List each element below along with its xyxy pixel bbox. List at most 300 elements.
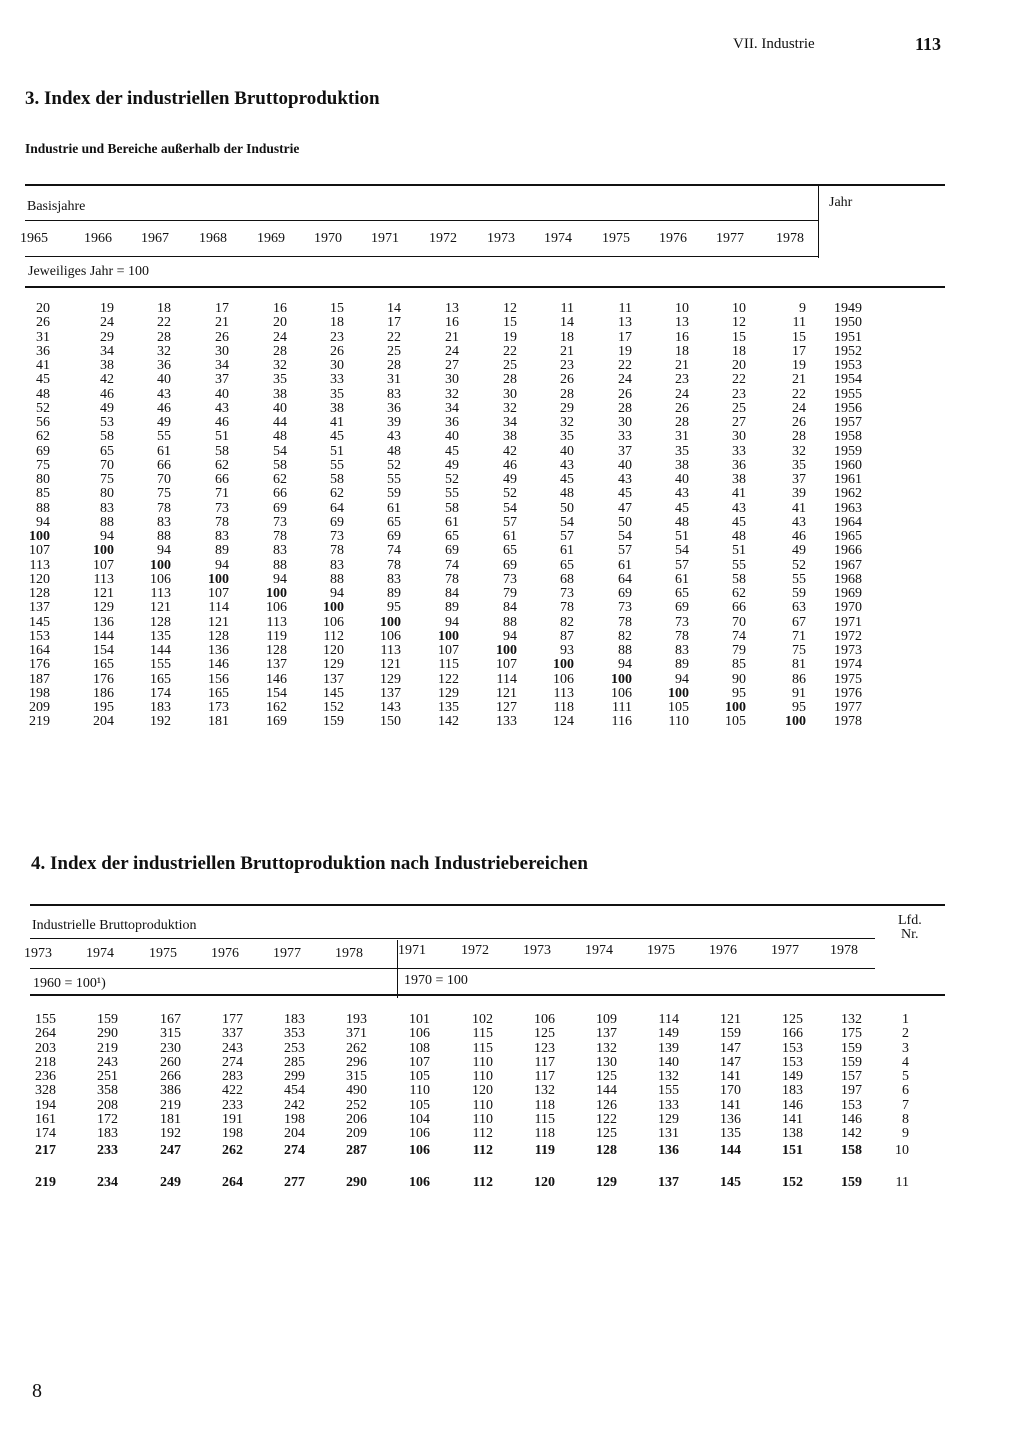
index-value: 105 [409, 1069, 430, 1084]
index-value: 30 [503, 386, 517, 402]
index-value: 106 [266, 600, 287, 616]
index-value: 88 [100, 514, 114, 530]
index-value: 61 [675, 571, 689, 587]
index-value: 107 [29, 543, 50, 559]
index-value: 90 [732, 671, 746, 687]
index-value: 140 [658, 1055, 679, 1070]
index-value: 65 [100, 443, 114, 459]
index-value: 100 [496, 643, 517, 658]
index-value: 137 [323, 671, 344, 687]
index-value: 108 [409, 1041, 430, 1056]
index-value: 41 [792, 500, 806, 516]
index-value: 100 [208, 571, 229, 587]
index-value: 36 [157, 358, 171, 373]
index-value: 198 [284, 1112, 305, 1127]
index-value: 146 [266, 671, 287, 687]
index-value: 106 [611, 685, 632, 701]
index-value: 136 [720, 1112, 741, 1127]
table4-row [0, 1112, 1024, 1127]
row-year: 1950 [834, 315, 862, 331]
index-value: 132 [534, 1083, 555, 1098]
index-value: 262 [222, 1143, 243, 1158]
index-value: 40 [445, 429, 459, 445]
index-value: 173 [208, 700, 229, 715]
index-value: 287 [346, 1143, 367, 1158]
row-year: 1973 [834, 643, 862, 658]
index-value: 34 [100, 343, 114, 359]
index-value: 28 [273, 343, 287, 359]
index-value: 17 [618, 329, 632, 345]
row-year: 1967 [834, 557, 862, 573]
index-value: 88 [273, 557, 287, 573]
table3-row [0, 459, 1024, 473]
index-value: 147 [720, 1041, 741, 1056]
index-value: 296 [346, 1055, 367, 1070]
index-value: 101 [409, 1012, 430, 1027]
index-value: 125 [782, 1012, 803, 1027]
index-value: 14 [387, 301, 401, 316]
table3-row [0, 573, 1024, 587]
index-value: 315 [160, 1026, 181, 1041]
index-value: 30 [618, 415, 632, 430]
index-value: 37 [618, 443, 632, 459]
index-value: 78 [273, 529, 287, 544]
index-value: 129 [323, 657, 344, 673]
index-value: 23 [732, 386, 746, 402]
index-value: 206 [346, 1112, 367, 1127]
index-value: 78 [330, 543, 344, 559]
index-value: 156 [208, 671, 229, 687]
index-value: 274 [284, 1143, 305, 1158]
lfd-number: 8 [902, 1112, 909, 1127]
index-value: 155 [150, 657, 171, 673]
index-value: 38 [732, 472, 746, 487]
index-value: 159 [841, 1041, 862, 1056]
index-value: 22 [792, 386, 806, 402]
table3-row [0, 687, 1024, 701]
index-value: 177 [222, 1012, 243, 1027]
index-value: 13 [618, 315, 632, 331]
index-value: 118 [553, 700, 574, 715]
index-value: 38 [100, 358, 114, 373]
index-value: 83 [675, 643, 689, 658]
table4-head-bottom-rule [30, 994, 945, 996]
index-value: 121 [93, 586, 114, 601]
index-value: 78 [157, 500, 171, 516]
index-value: 40 [618, 457, 632, 473]
index-value: 42 [503, 443, 517, 459]
index-value: 68 [560, 571, 574, 587]
index-value: 94 [503, 628, 517, 644]
table3-row [0, 502, 1024, 516]
index-value: 112 [472, 1175, 493, 1190]
index-value: 27 [732, 415, 746, 430]
index-value: 230 [160, 1041, 181, 1056]
index-value: 106 [553, 671, 574, 687]
index-value: 144 [720, 1143, 741, 1158]
index-value: 65 [387, 514, 401, 530]
index-value: 73 [330, 529, 344, 544]
index-value: 264 [222, 1175, 243, 1190]
index-value: 88 [618, 643, 632, 658]
index-value: 157 [841, 1069, 862, 1084]
index-value: 24 [100, 315, 114, 331]
index-value: 174 [150, 685, 171, 701]
index-value: 100 [785, 714, 806, 730]
index-value: 28 [618, 400, 632, 416]
index-value: 107 [496, 657, 517, 673]
table4-group-label: Industrielle Bruttoproduktion [32, 918, 197, 933]
index-value: 51 [330, 443, 344, 459]
table3-row [0, 473, 1024, 487]
index-value: 328 [35, 1083, 56, 1098]
index-value: 43 [157, 386, 171, 402]
page-number: 113 [915, 34, 942, 54]
index-value: 83 [330, 557, 344, 573]
index-value: 133 [496, 714, 517, 730]
index-value: 73 [675, 614, 689, 630]
index-value: 115 [472, 1026, 493, 1041]
index-value: 106 [534, 1012, 555, 1027]
index-value: 69 [330, 514, 344, 530]
index-value: 94 [215, 557, 229, 573]
index-value: 73 [273, 514, 287, 530]
index-value: 107 [208, 586, 229, 601]
index-value: 112 [323, 628, 344, 644]
index-value: 65 [445, 529, 459, 544]
index-value: 233 [97, 1143, 118, 1158]
index-value: 274 [222, 1055, 243, 1070]
index-value: 56 [36, 415, 50, 430]
index-value: 19 [100, 301, 114, 316]
index-value: 159 [323, 714, 344, 730]
index-value: 159 [97, 1012, 118, 1027]
index-value: 23 [560, 358, 574, 373]
index-value: 17 [387, 315, 401, 331]
index-value: 15 [792, 329, 806, 345]
index-value: 24 [618, 372, 632, 388]
index-value: 62 [215, 457, 229, 473]
index-value: 290 [346, 1175, 367, 1190]
table3-row [0, 601, 1024, 615]
index-value: 66 [157, 457, 171, 473]
index-value: 23 [330, 329, 344, 345]
index-value: 219 [29, 714, 50, 730]
table4-top-rule [30, 904, 945, 906]
index-value: 40 [675, 472, 689, 487]
index-value: 67 [792, 614, 806, 630]
index-value: 490 [346, 1083, 367, 1098]
index-value: 61 [387, 500, 401, 516]
index-value: 142 [841, 1126, 862, 1141]
index-value: 79 [503, 586, 517, 601]
index-value: 15 [503, 315, 517, 331]
index-value: 43 [732, 500, 746, 516]
base-year-header: 1972 [429, 231, 457, 246]
index-value: 252 [346, 1098, 367, 1113]
table4-row [0, 1012, 1024, 1027]
index-value: 14 [560, 315, 574, 331]
index-value: 119 [266, 628, 287, 644]
index-value: 28 [503, 372, 517, 388]
index-value: 132 [596, 1041, 617, 1056]
index-value: 21 [560, 343, 574, 359]
index-value: 45 [36, 372, 50, 388]
table3-subtitle: Industrie und Bereiche außerhalb der Industrie [25, 141, 300, 156]
index-value: 58 [273, 457, 287, 473]
index-value: 121 [208, 614, 229, 630]
index-value: 49 [157, 415, 171, 430]
index-value: 129 [93, 600, 114, 616]
index-value: 66 [732, 600, 746, 616]
row-year: 1961 [834, 472, 862, 487]
index-value: 126 [596, 1098, 617, 1113]
index-value: 39 [792, 486, 806, 502]
index-value: 24 [273, 329, 287, 345]
base-year-header: 1978 [776, 231, 804, 246]
index-value: 218 [35, 1055, 56, 1070]
chapter-heading: VII. Industrie [733, 36, 815, 52]
index-value: 49 [100, 400, 114, 416]
index-value: 94 [157, 543, 171, 559]
table3-row [0, 302, 1024, 316]
index-value: 32 [157, 343, 171, 359]
index-value: 46 [100, 386, 114, 402]
index-value: 195 [93, 700, 114, 715]
index-value: 153 [29, 628, 50, 644]
index-value: 172 [97, 1112, 118, 1127]
index-value: 88 [330, 571, 344, 587]
index-value: 114 [496, 671, 517, 687]
index-value: 22 [387, 329, 401, 345]
index-value: 75 [36, 457, 50, 473]
index-value: 94 [100, 529, 114, 544]
row-year: 1957 [834, 415, 862, 430]
index-value: 61 [157, 443, 171, 459]
index-value: 219 [97, 1041, 118, 1056]
index-value: 165 [150, 671, 171, 687]
row-year: 1969 [834, 586, 862, 601]
index-value: 135 [150, 628, 171, 644]
index-value: 146 [841, 1112, 862, 1127]
index-value: 117 [534, 1069, 555, 1084]
index-value: 209 [346, 1126, 367, 1141]
index-value: 154 [93, 643, 114, 658]
index-value: 181 [160, 1112, 181, 1127]
index-value: 15 [330, 301, 344, 316]
index-value: 87 [560, 628, 574, 644]
index-value: 128 [266, 643, 287, 658]
index-value: 21 [445, 329, 459, 345]
index-value: 71 [792, 628, 806, 644]
index-value: 75 [157, 486, 171, 502]
index-value: 75 [100, 472, 114, 487]
row-year: 1976 [834, 685, 862, 701]
index-value: 136 [93, 614, 114, 630]
index-value: 78 [560, 600, 574, 616]
index-value: 80 [100, 486, 114, 502]
row-year: 1974 [834, 657, 862, 673]
table3-row [0, 673, 1024, 687]
index-value: 100 [29, 529, 50, 544]
index-value: 55 [330, 457, 344, 473]
row-year: 1956 [834, 400, 862, 416]
index-value: 386 [160, 1083, 181, 1098]
index-value: 59 [387, 486, 401, 502]
index-value: 22 [157, 315, 171, 331]
index-value: 73 [560, 586, 574, 601]
base-year-header: 1965 [20, 231, 48, 246]
table3-row [0, 530, 1024, 544]
index-value: 41 [36, 358, 50, 373]
table3-row [0, 544, 1024, 558]
index-value: 23 [675, 372, 689, 388]
index-value: 149 [782, 1069, 803, 1084]
index-value: 24 [675, 386, 689, 402]
index-value: 45 [445, 443, 459, 459]
row-year: 1968 [834, 571, 862, 587]
index-value: 153 [782, 1041, 803, 1056]
table3-row [0, 445, 1024, 459]
index-value: 52 [36, 400, 50, 416]
index-value: 62 [732, 586, 746, 601]
index-value: 94 [273, 571, 287, 587]
table3-row [0, 416, 1024, 430]
index-value: 69 [675, 600, 689, 616]
year-header: 1975 [647, 943, 675, 958]
index-value: 55 [387, 472, 401, 487]
index-value: 150 [380, 714, 401, 730]
table3-row [0, 373, 1024, 387]
index-value: 125 [596, 1126, 617, 1141]
index-value: 54 [675, 543, 689, 559]
index-value: 119 [534, 1143, 555, 1158]
index-value: 34 [445, 400, 459, 416]
index-value: 183 [284, 1012, 305, 1027]
index-value: 100 [725, 700, 746, 715]
footer-page-number: 8 [32, 1380, 42, 1402]
base-year-header: 1975 [602, 231, 630, 246]
index-value: 128 [29, 586, 50, 601]
index-value: 122 [596, 1112, 617, 1127]
table3-row [0, 616, 1024, 630]
index-value: 145 [29, 614, 50, 630]
index-value: 176 [29, 657, 50, 673]
row-year: 1966 [834, 543, 862, 559]
index-value: 32 [445, 386, 459, 402]
table4-group-rule [30, 938, 875, 939]
index-value: 26 [330, 343, 344, 359]
index-value: 57 [560, 529, 574, 544]
index-value: 61 [560, 543, 574, 559]
table3-row [0, 388, 1024, 402]
index-value: 112 [472, 1126, 493, 1141]
index-value: 137 [29, 600, 50, 616]
index-value: 152 [782, 1175, 803, 1190]
index-value: 353 [284, 1026, 305, 1041]
index-value: 106 [380, 628, 401, 644]
index-value: 120 [323, 643, 344, 658]
index-value: 115 [438, 657, 459, 673]
index-value: 20 [273, 315, 287, 331]
index-value: 82 [618, 628, 632, 644]
index-value: 73 [215, 500, 229, 516]
row-year: 1949 [834, 301, 862, 316]
index-value: 154 [266, 685, 287, 701]
index-value: 253 [284, 1041, 305, 1056]
index-value: 135 [438, 700, 459, 715]
index-value: 113 [93, 571, 114, 587]
index-value: 78 [445, 571, 459, 587]
index-value: 52 [503, 486, 517, 502]
index-value: 16 [273, 301, 287, 316]
index-value: 88 [36, 500, 50, 516]
table4-base-b: 1970 = 100 [404, 973, 468, 988]
index-value: 85 [36, 486, 50, 502]
index-value: 48 [273, 429, 287, 445]
index-value: 102 [472, 1012, 493, 1027]
index-value: 20 [36, 301, 50, 316]
index-value: 176 [93, 671, 114, 687]
base-year-header: 1969 [257, 231, 285, 246]
table3-row [0, 516, 1024, 530]
index-value: 58 [330, 472, 344, 487]
index-value: 247 [160, 1143, 181, 1158]
table3-row [0, 644, 1024, 658]
index-value: 70 [100, 457, 114, 473]
index-value: 58 [100, 429, 114, 445]
index-value: 127 [496, 700, 517, 715]
index-value: 183 [150, 700, 171, 715]
row-year: 1978 [834, 714, 862, 730]
index-value: 133 [658, 1098, 679, 1113]
index-value: 65 [503, 543, 517, 559]
index-value: 204 [93, 714, 114, 730]
index-value: 46 [157, 400, 171, 416]
index-value: 39 [387, 415, 401, 430]
index-value: 262 [346, 1041, 367, 1056]
base-year-header: 1977 [716, 231, 744, 246]
index-value: 12 [503, 301, 517, 316]
index-value: 136 [658, 1143, 679, 1158]
index-value: 114 [658, 1012, 679, 1027]
index-value: 41 [732, 486, 746, 502]
index-value: 169 [266, 714, 287, 730]
index-value: 31 [387, 372, 401, 388]
index-value: 65 [560, 557, 574, 573]
index-value: 28 [792, 429, 806, 445]
index-value: 158 [841, 1143, 862, 1158]
row-year: 1970 [834, 600, 862, 616]
index-value: 145 [720, 1175, 741, 1190]
index-value: 30 [445, 372, 459, 388]
index-value: 52 [445, 472, 459, 487]
index-value: 29 [100, 329, 114, 345]
index-value: 51 [732, 543, 746, 559]
index-value: 37 [792, 472, 806, 487]
index-value: 35 [273, 372, 287, 388]
index-value: 110 [472, 1112, 493, 1127]
index-value: 120 [472, 1083, 493, 1098]
table3-years-rule [25, 256, 818, 257]
index-value: 120 [29, 571, 50, 587]
index-value: 118 [534, 1126, 555, 1141]
index-value: 145 [323, 685, 344, 701]
index-value: 16 [675, 329, 689, 345]
index-value: 106 [150, 571, 171, 587]
index-value: 51 [215, 429, 229, 445]
index-value: 121 [496, 685, 517, 701]
